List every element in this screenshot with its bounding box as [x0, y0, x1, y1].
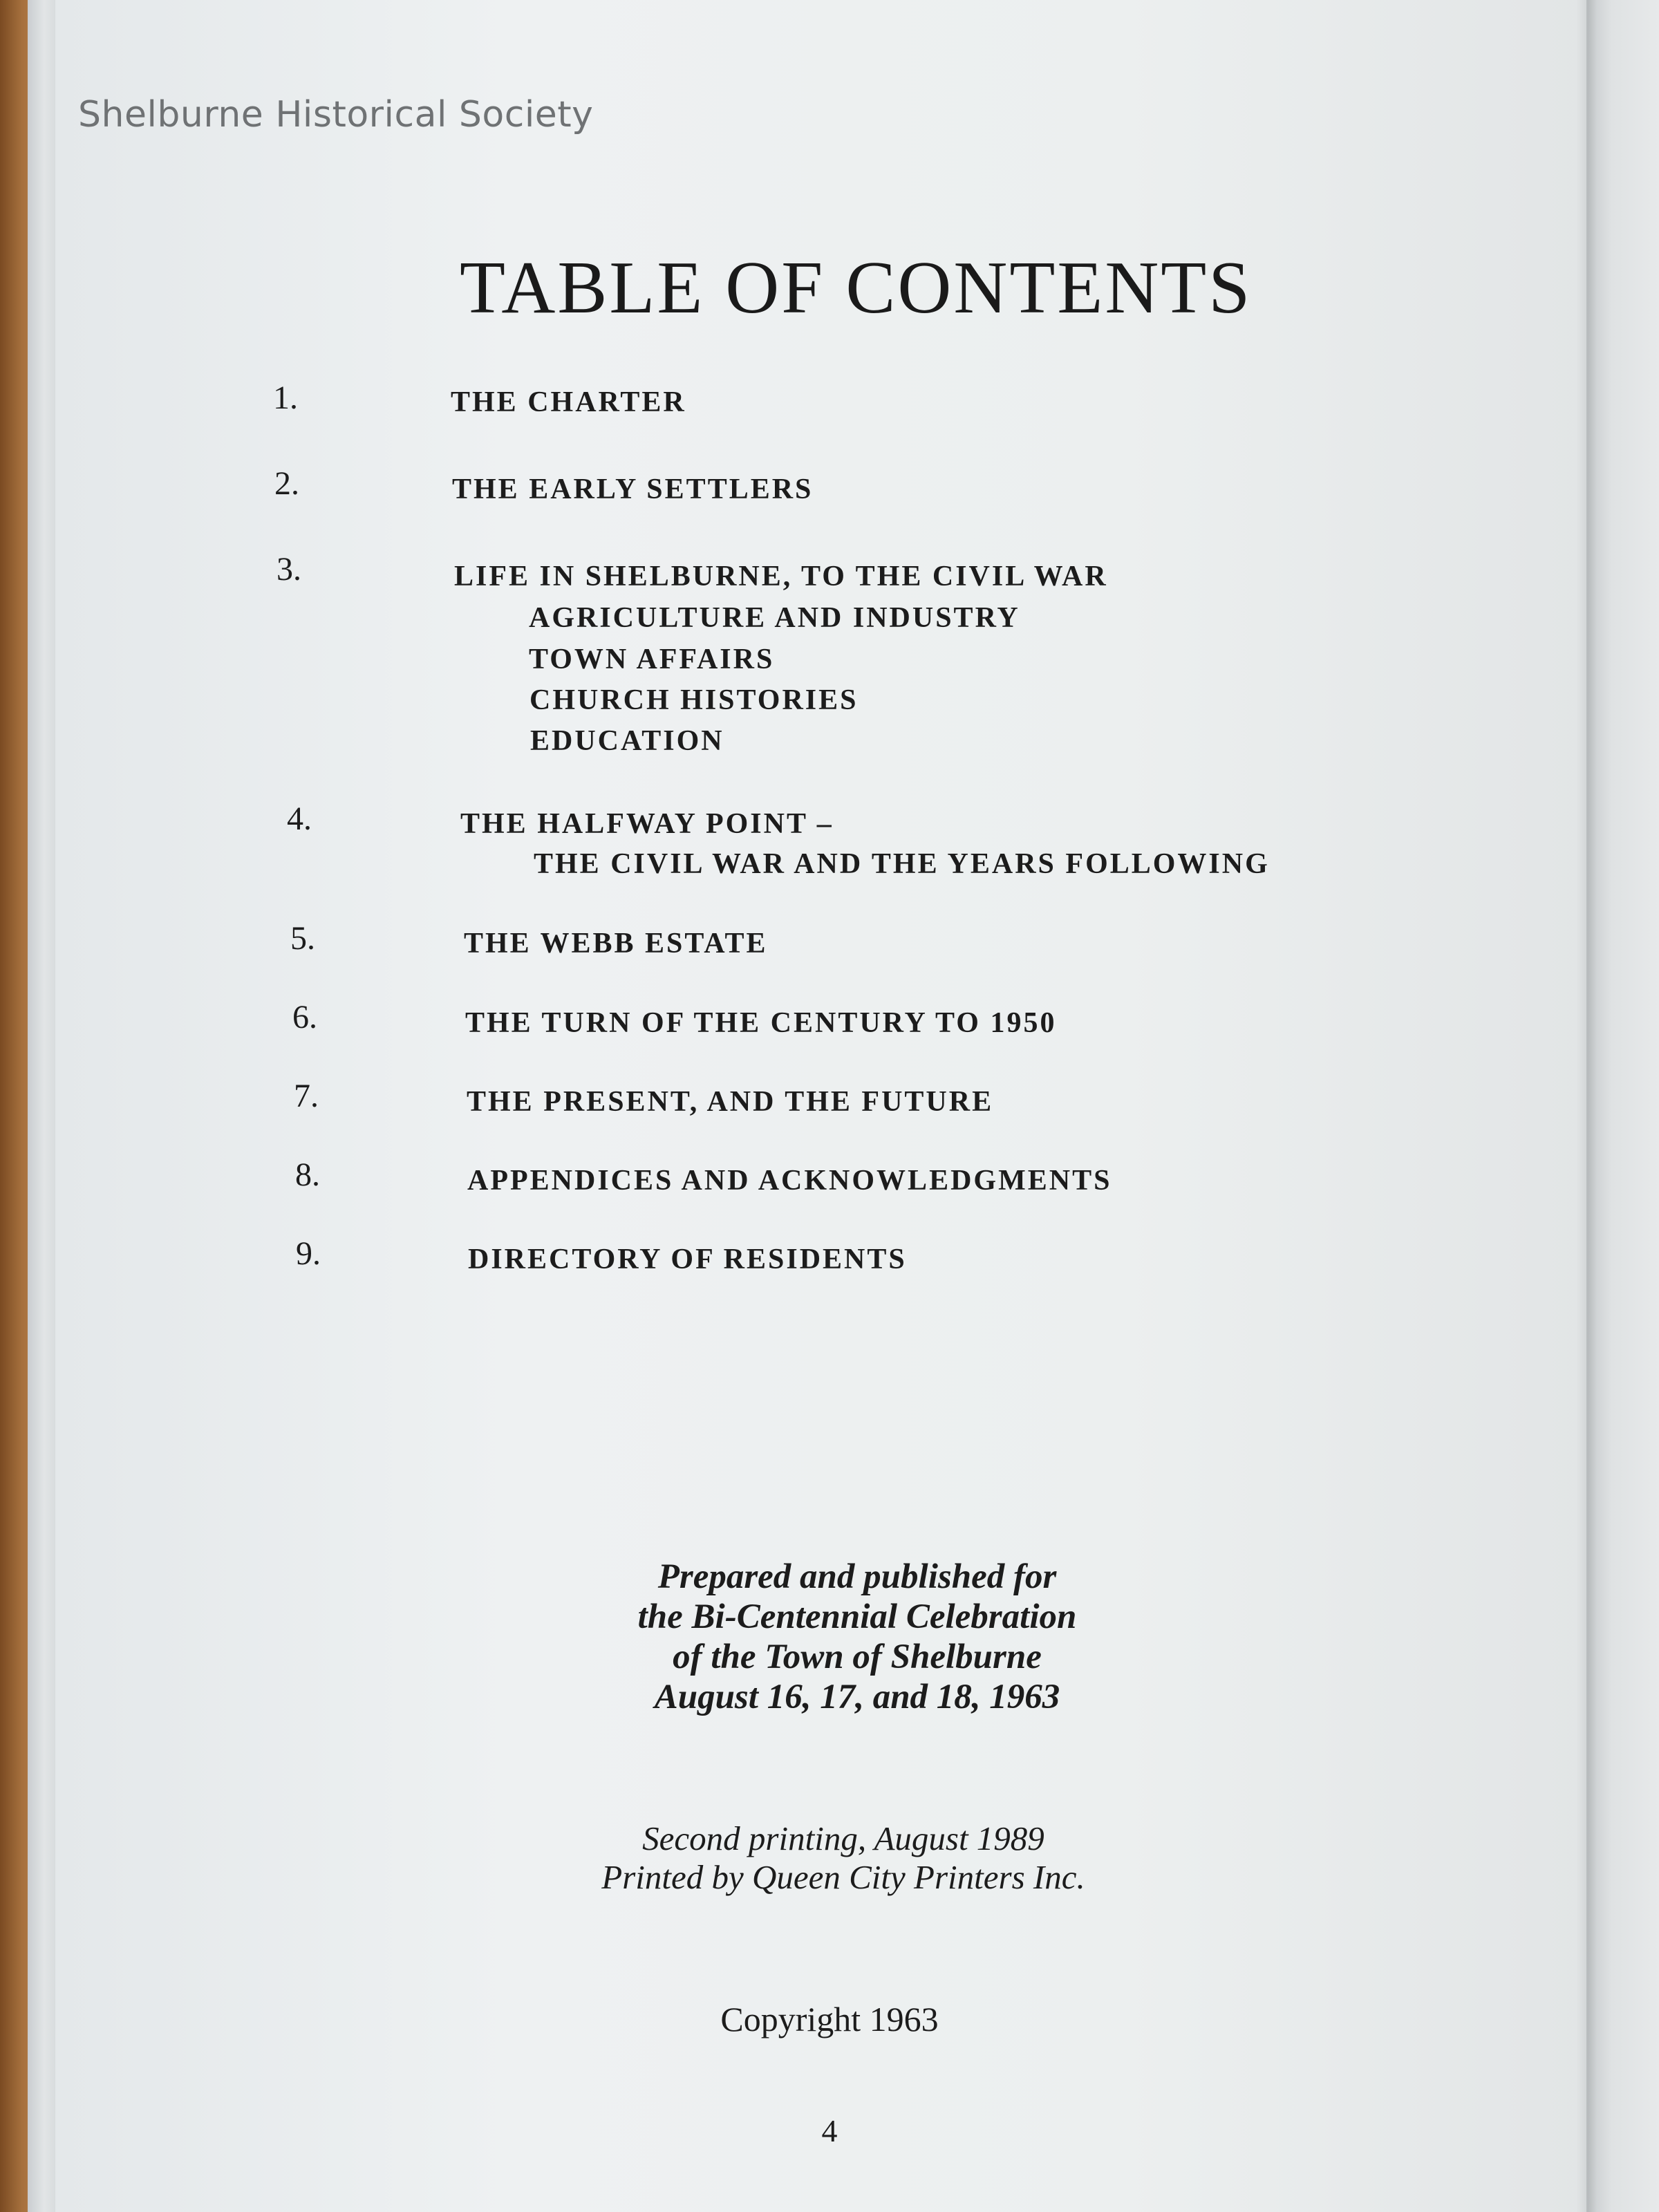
- entry-title: APPENDICES AND ACKNOWLEDGMENTS: [467, 1165, 1112, 1197]
- entry-title: THE WEBB ESTATE: [464, 928, 768, 959]
- facing-page-edge: [1586, 0, 1659, 2212]
- entry-number: 3.: [276, 551, 301, 588]
- entry-subitem: TOWN AFFAIRS: [529, 644, 775, 675]
- imprint-line: of the Town of Shelburne: [673, 1638, 1042, 1676]
- imprint-block: [539, 1557, 1175, 1717]
- page-number: 4: [821, 2113, 838, 2148]
- entry-number: 8.: [295, 1156, 320, 1193]
- entry-subitem: AGRICULTURE AND INDUSTRY: [529, 602, 1020, 634]
- printing-line: Second printing, August 1989: [642, 1819, 1044, 1857]
- fold-shadow: [1576, 0, 1597, 2212]
- printing-note: [484, 1819, 1203, 1897]
- entry-title: LIFE IN SHELBURNE, TO THE CIVIL WAR: [454, 561, 1108, 592]
- entry-number: 7.: [294, 1078, 319, 1114]
- copyright-notice: Copyright 1963: [720, 2000, 939, 2038]
- entry-title: THE TURN OF THE CENTURY TO 1950: [465, 1007, 1057, 1039]
- entry-title: THE CHARTER: [451, 386, 686, 418]
- printing-line: Printed by Queen City Printers Inc.: [601, 1858, 1085, 1896]
- entry-subitem: THE CIVIL WAR AND THE YEARS FOLLOWING: [534, 848, 1270, 880]
- entry-title: THE HALFWAY POINT –: [460, 808, 834, 840]
- entry-number: 4.: [287, 800, 312, 837]
- imprint-line: August 16, 17, and 18, 1963: [654, 1678, 1060, 1716]
- page-edge: [28, 0, 55, 2212]
- entry-number: 9.: [296, 1235, 321, 1272]
- entry-number: 2.: [274, 465, 299, 502]
- entry-title: DIRECTORY OF RESIDENTS: [468, 1244, 907, 1275]
- imprint-line: Prepared and published for: [657, 1557, 1057, 1596]
- entry-subitem: CHURCH HISTORIES: [529, 684, 859, 716]
- entry-title: THE EARLY SETTLERS: [452, 474, 814, 505]
- watermark: Shelburne Historical Society: [78, 94, 594, 135]
- entry-number: 1.: [273, 379, 298, 416]
- imprint-line: the Bi-Centennial Celebration: [637, 1597, 1077, 1636]
- entry-subitem: EDUCATION: [530, 725, 724, 757]
- entry-title: THE PRESENT, AND THE FUTURE: [467, 1086, 994, 1118]
- entry-number: 5.: [290, 920, 315, 957]
- page-title: TABLE OF CONTENTS: [460, 247, 1253, 329]
- entry-number: 6.: [292, 999, 317, 1035]
